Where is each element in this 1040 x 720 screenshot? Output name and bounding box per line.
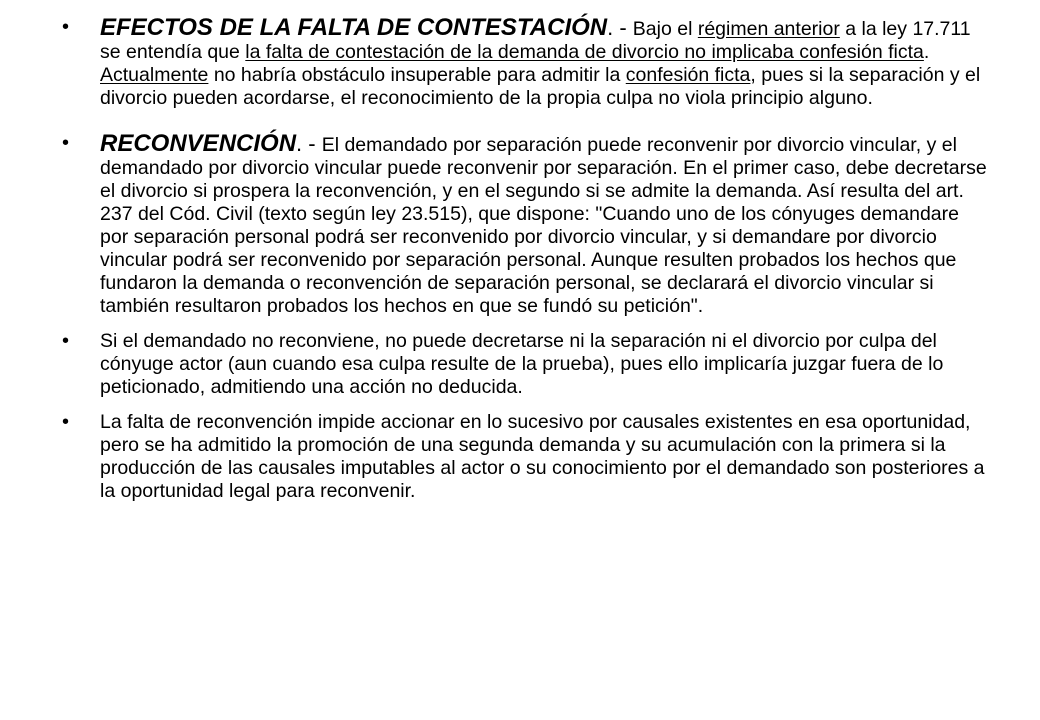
bullet-dot-icon: • [62, 132, 70, 154]
heading-separator: . - [296, 131, 322, 156]
underlined-text-regimen: régimen anterior [697, 18, 840, 40]
bullet-list [62, 16, 992, 503]
heading-separator: . - [607, 15, 633, 40]
underlined-text-actualmente: Actualmente [100, 64, 209, 86]
bullet-dot-icon: • [62, 16, 70, 38]
bullet-reconvencion [62, 132, 992, 318]
body-text: . [923, 41, 930, 63]
body-text: Si el demandado no reconviene, no puede decretarse ni la separación ni el divorcio por culpa del cónyuge actor (aun cuando esa culpa resulte de la prueba), pues ello implicaría juzgar fuera de lo peticionado, admitiendo una acción no deducida. [100, 330, 944, 398]
underlined-text-confesion-ficta: confesión ficta [625, 64, 751, 86]
body-text: Bajo el [632, 18, 698, 40]
bullet-efectos-falta-contestacion [62, 16, 992, 110]
body-text: El demandado por separación puede reconvenir por divorcio vincular, y el demandado por divorcio vincular puede reconvenir por separación. En el primer caso, debe decretarse el divorcio si prospera la reconvención, y en el segundo si se admite la demanda. Así resulta del art. 237 del Cód. Civil (texto según ley 23.515), que dispone: "Cuando uno de los cónyuges demandare por separación personal podrá ser reconvenido por divorcio vincular, y si demandare por divorcio vincular podrá ser reconvenido por separación personal. Aunque resulten probados los hechos que fundaron la demanda o reconvención de separación personal, se declarará el divorcio vincular si también resultaron probados los hechos en que se fundó su petición". [100, 134, 987, 317]
body-text: no habría obstáculo insuperable para admitir la [208, 64, 626, 86]
body-text: La falta de reconvención impide accionar en lo sucesivo por causales existentes en esa oportunidad, pero se ha admitido la promoción de una segunda demanda y su acumulación con la primera si la producción de las causales imputables al actor o su conocimiento por el demandado son posteriores a la oportunidad legal para reconvenir. [100, 411, 985, 502]
heading-reconvencion: RECONVENCIÓN [100, 130, 297, 157]
heading-efectos: EFECTOS DE LA FALTA DE CONTESTACIÓN [100, 14, 608, 41]
bullet-dot-icon: • [62, 411, 70, 433]
bullet-dot-icon: • [62, 330, 70, 352]
body-text: a la ley 17.711 se entendía que [100, 18, 971, 63]
bullet-no-reconviene [62, 330, 992, 399]
bullet-falta-reconvencion [62, 411, 992, 503]
body-text: , pues si la separación y el divorcio pueden acordarse, el reconocimiento de la propia culpa no viola principio alguno. [100, 64, 981, 109]
underlined-text-falta-contestacion: la falta de contestación de la demanda de divorcio no implicaba confesión ficta [245, 41, 924, 63]
